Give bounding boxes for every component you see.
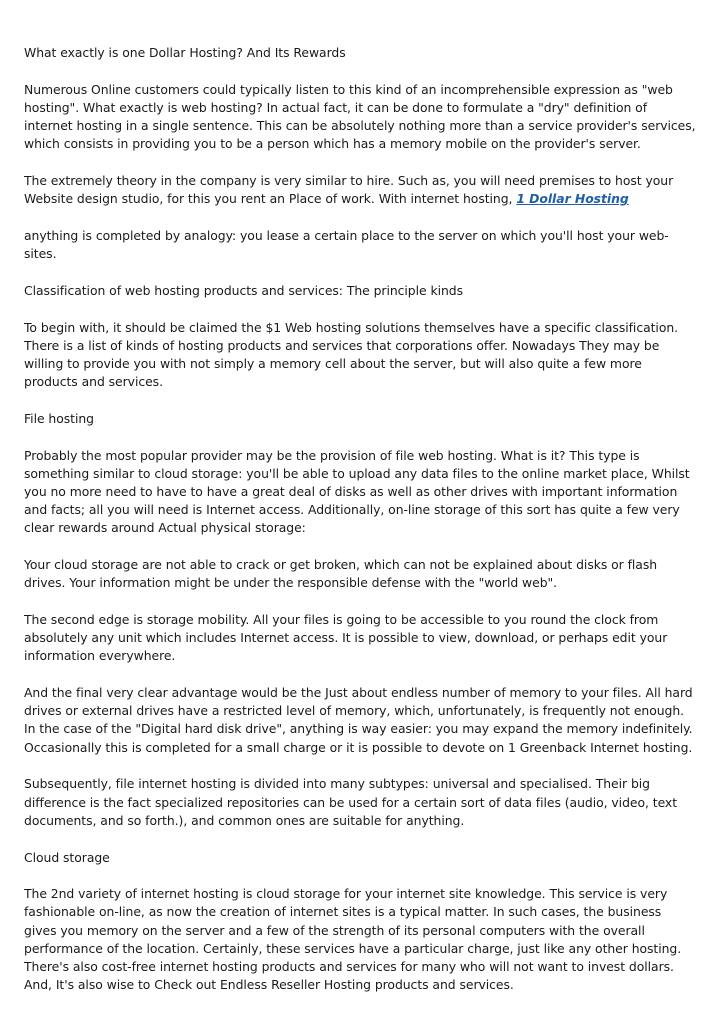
paragraph-theory — [24, 172, 696, 208]
paragraph-endless-memory: And the final very clear advantage would be the Just about endless number of memory to your files. All hard drives or external drives have a restricted level of memory, which, unfortunately, is frequently not enough. In the case of the "Digital hard disk drive", anything is way easier: you may expand the memory indefinitely. Occasionally this is completed for a small charge or it is possible to devote on 1 Greenback Internet hosting. — [24, 685, 693, 755]
heading-cloud-storage: Cloud storage — [24, 849, 110, 865]
heading-classification: Classification of web hosting products and services: The principle kinds — [24, 282, 464, 298]
paragraph-cloud-storage: The 2nd variety of internet hosting is cloud storage for your internet site knowledge. This service is very fashionable on-line, as now the creation of internet sites is a typical matter. In such cases, the business gives you memory on the server and a few of the strength of its personal computers with the overall performance of the location. Certainly, these services have a particular charge, just like any other hosting. There's also cost-free internet hosting products and services for many who will not want to invest dollars. And, It's also wise to Check out Endless Reseller Hosting products and services. — [24, 886, 682, 993]
dollar-hosting-link[interactable]: 1 Dollar Hosting — [516, 191, 629, 207]
paragraph-classification: To begin with, it should be claimed the $1 Web hosting solutions themselves have a specific classification. There is a list of kinds of hosting products and services that corporations offer. Nowadays They may be willing to provide you with not simply a memory cell about the server, but will also quite a few more products and services. — [24, 319, 679, 390]
paragraph-theory-text: The extremely theory in the company is very similar to hire. Such as, you will need premises to host your Website design studio, for this you rent an Place of work. With internet hosting, — [24, 173, 674, 207]
paragraph-analogy: anything is completed by analogy: you lease a certain place to the server on which you'll host your web-sites. — [24, 227, 669, 262]
paragraph-subtypes: Subsequently, file internet hosting is divided into many subtypes: universal and specialised. Their big difference is the fact specialized repositories can be used for a certain sort of data files (audio, video, text documents, and so forth.), and common ones are suitable for anything. — [24, 776, 678, 828]
paragraph-file-hosting: Probably the most popular provider may be the provision of file web hosting. What is it? This type is something similar to cloud storage: you'll be able to upload any data files to the online market place, Whilst you no more need to have to have a great deal of disks as well as other drives with important information and facts; all you will need is Internet access. Additionally, on-line storage of this sort has quite a few very clear rewards around Actual physical storage: — [24, 447, 690, 536]
paragraph-storage-mobility: The second edge is storage mobility. All your files is going to be accessible to you round the clock from absolutely any unit which includes Internet access. It is possible to view, download, or perhaps edit your information everywhere. — [24, 611, 668, 664]
paragraph-cloud-reliability: Your cloud storage are not able to crack or get broken, which can not be explained about disks or flash drives. Your information might be under the responsible defense with the "world web". — [24, 557, 658, 591]
heading-file-hosting: File hosting — [24, 410, 94, 426]
document-title: What exactly is one Dollar Hosting? And Its Rewards — [24, 45, 346, 60]
paragraph-intro: Numerous Online customers could typically listen to this kind of an incomprehensible expression as "web hosting". What exactly is web hosting? In actual fact, it can be done to formulate a "dry" definition of internet hosting in a single sentence. This can be absolutely nothing more than a service provider's services, which consists in providing you to be a person which has a memory mobile on the provider's server. — [24, 81, 696, 152]
